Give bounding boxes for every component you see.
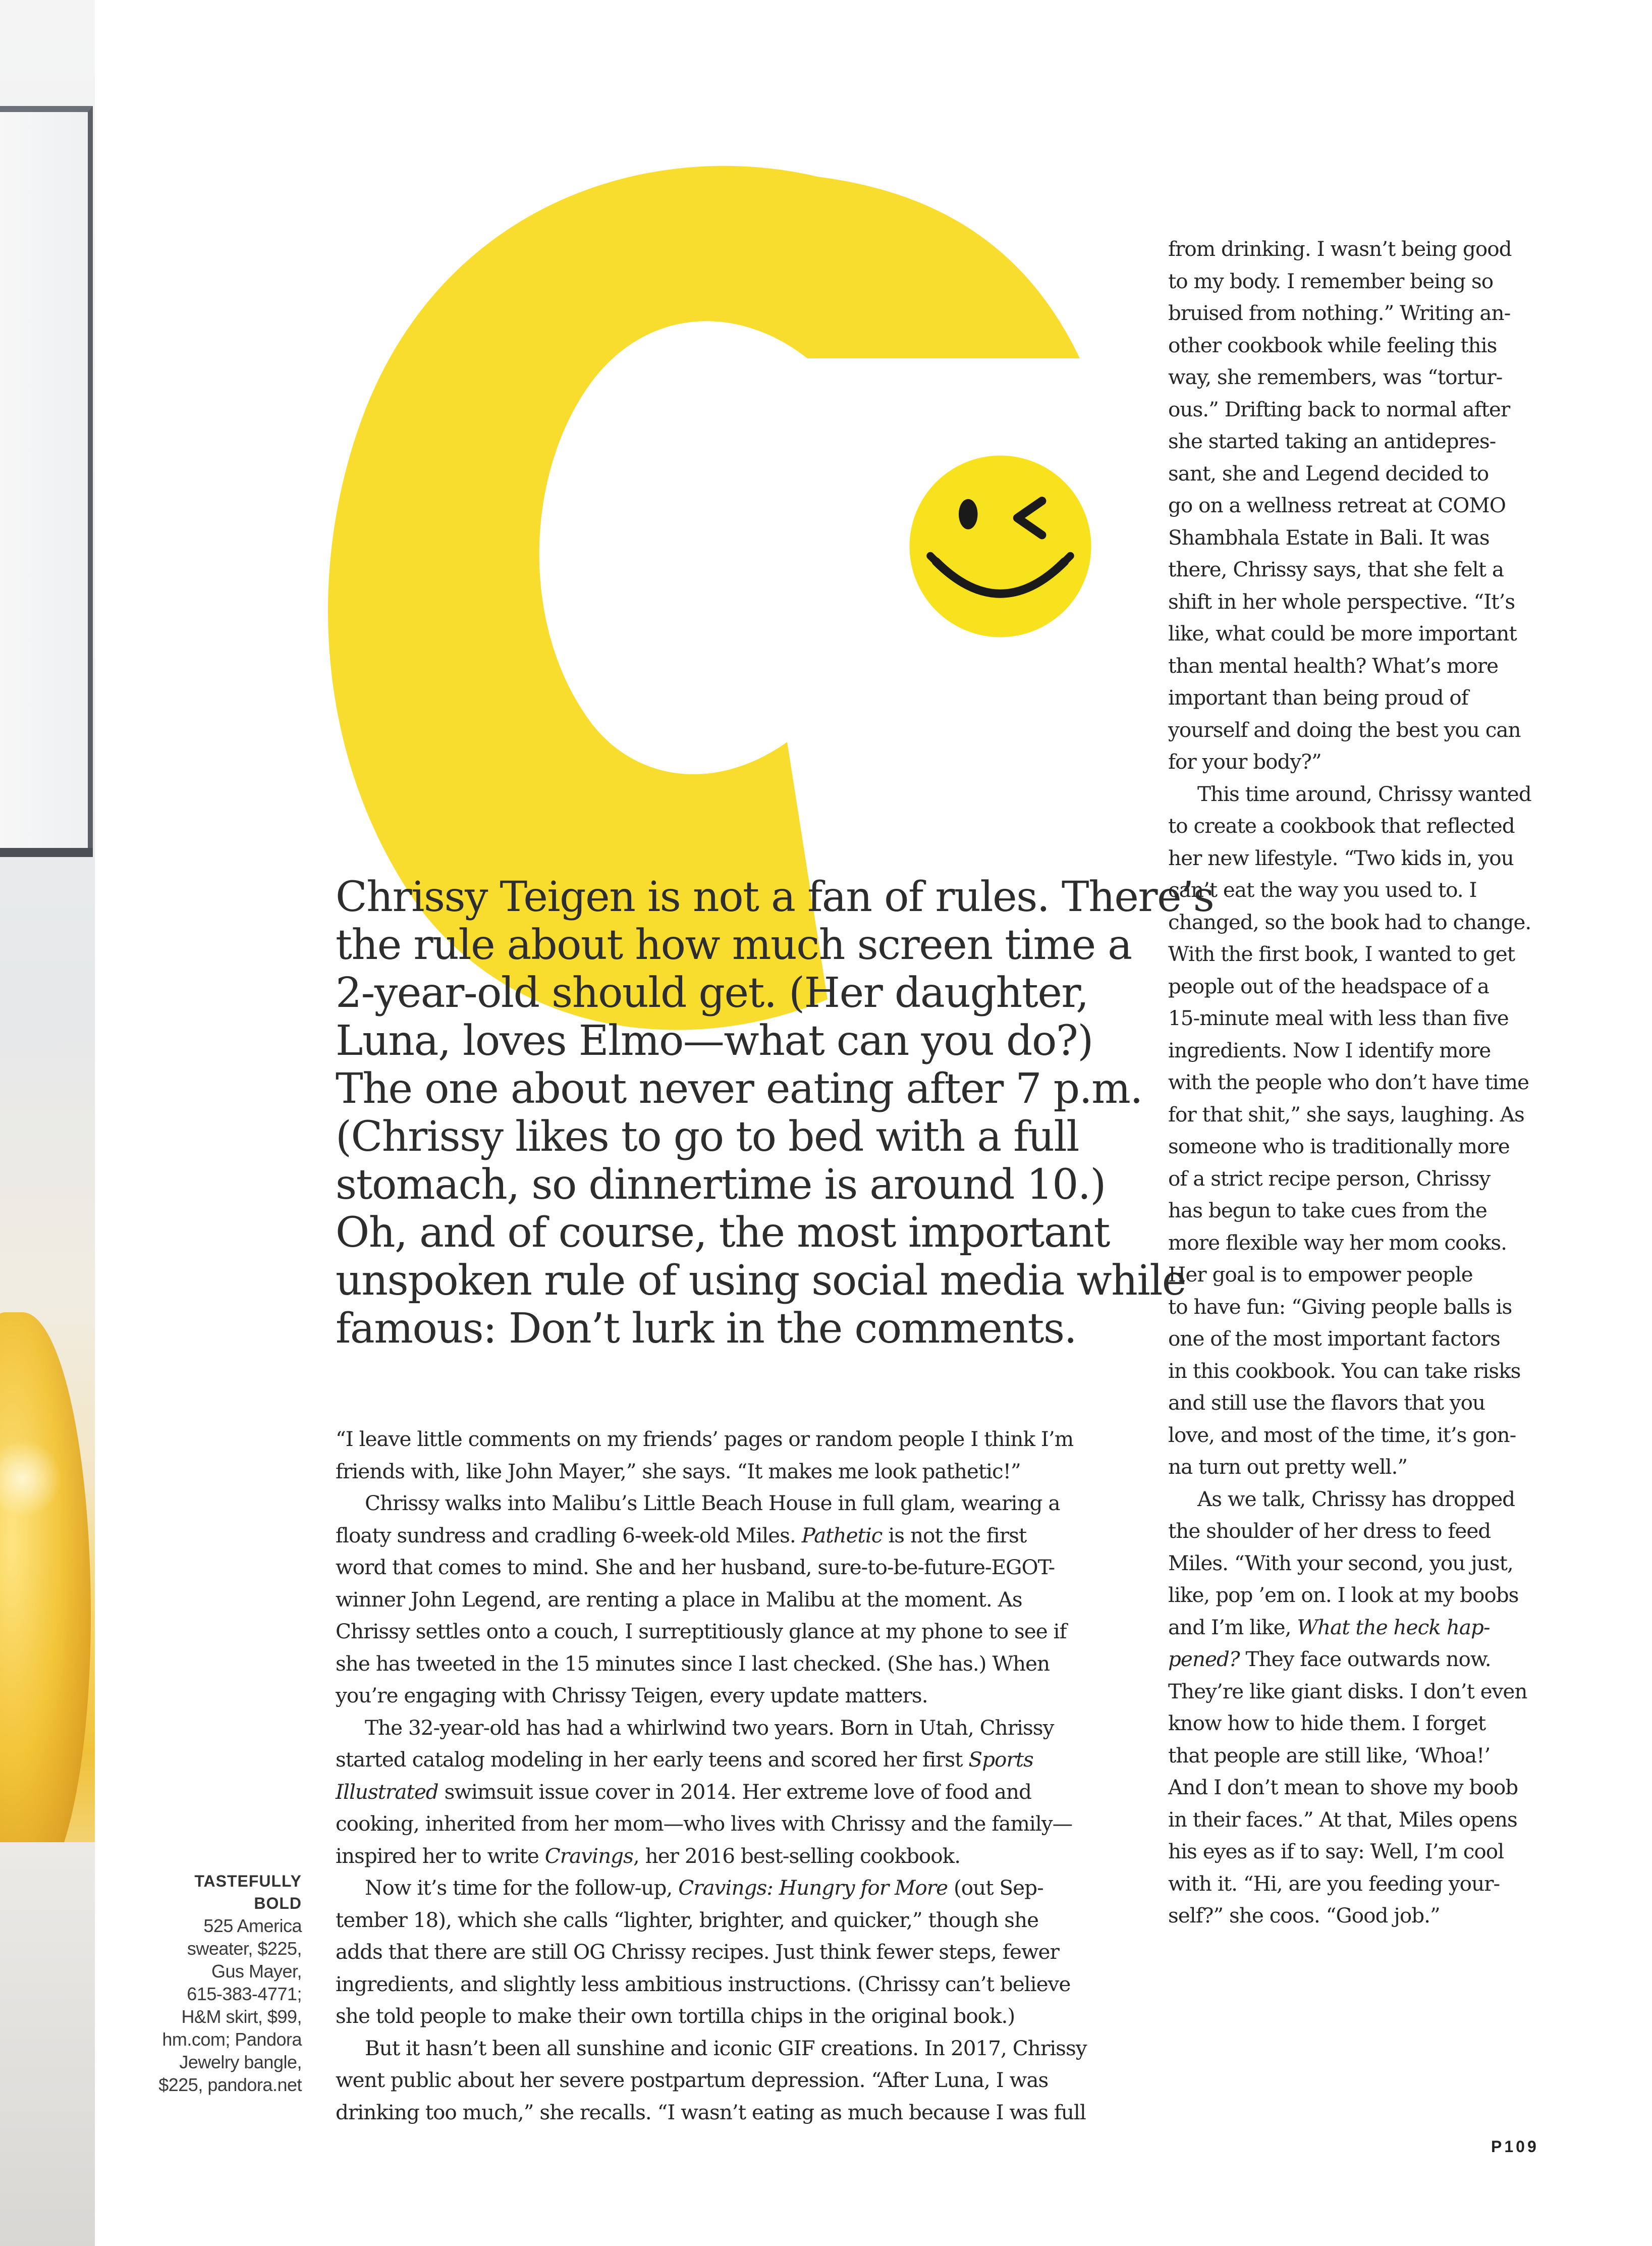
body-text: way, she remembers, was “tortur- <box>1168 365 1503 389</box>
lede-line: (Chrissy likes to go to bed with a full <box>336 1113 1079 1161</box>
body-text: she started taking an antidepres- <box>1168 429 1496 453</box>
body-line <box>336 1616 1138 1648</box>
caption-line: Gus Mayer, <box>211 1961 302 1982</box>
body-line <box>336 2000 1138 2033</box>
body-line <box>1168 297 1552 330</box>
right-body-column <box>1168 233 1552 1932</box>
body-line <box>1168 1195 1552 1227</box>
caption-title-line: TASTEFULLY <box>194 1872 302 1890</box>
body-text: go on a wellness retreat at COMO <box>1168 493 1506 517</box>
body-line <box>1168 1227 1552 1259</box>
body-text: Chrissy walks into Malibu’s Little Beach House in full glam, wearing a <box>365 1491 1060 1515</box>
body-text: yourself and doing the best you can <box>1168 717 1521 742</box>
body-line <box>1168 586 1552 618</box>
body-line <box>336 1840 1138 1873</box>
body-text: With the first book, I wanted to get <box>1168 942 1515 966</box>
body-text: sant, she and Legend decided to <box>1168 461 1489 486</box>
lede-line: Oh, and of course, the most important <box>336 1209 1110 1257</box>
body-line <box>1168 1066 1552 1099</box>
body-text: , her 2016 best-selling cookbook. <box>633 1843 961 1868</box>
body-line <box>1168 1772 1552 1804</box>
body-line <box>1168 1612 1552 1644</box>
body-line <box>1168 874 1552 906</box>
body-text: the shoulder of her dress to feed <box>1168 1519 1491 1543</box>
italic-title: What the heck hap- <box>1297 1615 1490 1639</box>
body-line <box>1168 1035 1552 1067</box>
body-line <box>1168 458 1552 490</box>
photo-frame-ledge <box>0 848 93 857</box>
caption-line: 525 America <box>203 1915 302 1936</box>
body-text: Shambhala Estate in Bali. It was <box>1168 525 1490 550</box>
body-text: with the people who don’t have time <box>1168 1070 1529 1094</box>
body-line <box>336 1904 1138 1937</box>
body-text: (out Sep- <box>948 1876 1043 1900</box>
body-line <box>1168 1707 1552 1740</box>
body-text: of a strict recipe person, Chrissy <box>1168 1166 1491 1191</box>
body-line <box>1168 1355 1552 1387</box>
body-line <box>1168 490 1552 522</box>
body-text: As we talk, Chrissy has dropped <box>1197 1486 1515 1511</box>
body-text: in this cookbook. You can take risks <box>1168 1358 1521 1383</box>
body-text: “I leave little comments on my friends’ pages or random people I think I’m <box>336 1427 1074 1451</box>
body-text: she has tweeted in the 15 minutes since I last checked. (She has.) When <box>336 1651 1050 1676</box>
italic-title: pened? <box>1168 1647 1240 1671</box>
photo-window-frame <box>0 106 93 853</box>
body-text: love, and most of the time, it’s gon- <box>1168 1422 1516 1447</box>
body-text: Chrissy settles onto a couch, I surreptitiously glance at my phone to see if <box>336 1619 1067 1643</box>
body-line <box>1168 938 1552 971</box>
photo-strip <box>0 0 95 2246</box>
body-line <box>1168 1002 1552 1035</box>
body-line <box>1168 1547 1552 1580</box>
body-text: ingredients. Now I identify more <box>1168 1038 1491 1062</box>
lede-line: The one about never eating after 7 p.m. <box>336 1065 1142 1113</box>
body-line <box>336 1968 1138 2001</box>
body-text: ous.” Drifting back to normal after <box>1168 397 1510 421</box>
body-text: Now it’s time for the follow-up, <box>365 1876 679 1900</box>
body-line <box>336 1648 1138 1680</box>
body-line <box>1168 233 1552 265</box>
body-line <box>336 1744 1138 1776</box>
body-text: for that shit,” she says, laughing. As <box>1168 1102 1524 1127</box>
body-line <box>336 1808 1138 1840</box>
body-text: winner John Legend, are renting a place in Malibu at the moment. As <box>336 1587 1022 1612</box>
body-text: and I’m like, <box>1168 1615 1297 1639</box>
lede-line: Luna, loves Elmo—what can you do?) <box>336 1017 1093 1065</box>
body-line <box>336 1487 1138 1520</box>
body-text: she told people to make their own tortilla chips in the original book.) <box>336 2004 1015 2028</box>
body-line <box>336 2033 1138 2065</box>
main-body-column <box>336 1423 1138 2128</box>
body-line <box>1168 1451 1552 1483</box>
body-text: ingredients, and slightly less ambitious instructions. (Chrissy can’t believe <box>336 1971 1071 1996</box>
body-text: someone who is traditionally more <box>1168 1134 1510 1158</box>
body-line <box>1168 1163 1552 1195</box>
body-text: This time around, Chrissy wanted <box>1197 781 1531 806</box>
body-line <box>1168 1131 1552 1163</box>
body-text: bruised from nothing.” Writing an- <box>1168 301 1511 325</box>
body-text: adds that there are still OG Chrissy recipes. Just think fewer steps, fewer <box>336 1940 1059 1964</box>
body-text: know how to hide them. I forget <box>1168 1711 1486 1735</box>
body-line <box>1168 1676 1552 1708</box>
body-line <box>1168 1836 1552 1868</box>
body-line <box>1168 971 1552 1003</box>
body-text: people out of the headspace of a <box>1168 974 1489 998</box>
body-line <box>1168 1804 1552 1836</box>
lede-line: Chrissy Teigen is not a fan of rules. There’s <box>336 873 1214 921</box>
italic-title: Cravings: Hungry for More <box>678 1876 948 1900</box>
body-line <box>336 2097 1138 2129</box>
caption-line: H&M skirt, $99, <box>181 2006 302 2027</box>
body-text: to have fun: “Giving people balls is <box>1168 1294 1512 1319</box>
body-text: important than being proud of <box>1168 685 1468 710</box>
body-text: self?” she coos. “Good job.” <box>1168 1903 1440 1928</box>
body-text: other cookbook while feeling this <box>1168 333 1497 357</box>
italic-title: Cravings <box>544 1843 633 1868</box>
caption-line: $225, pandora.net <box>158 2074 302 2095</box>
body-text: word that comes to mind. She and her husband, sure-to-be-future-EGOT- <box>336 1555 1055 1579</box>
body-line <box>1168 1419 1552 1452</box>
body-text: They face outwards now. <box>1239 1647 1491 1671</box>
photo-pasta <box>0 1312 91 1893</box>
body-line <box>1168 1900 1552 1932</box>
body-line <box>336 1552 1138 1584</box>
body-text: went public about her severe postpartum depression. “After Luna, I was <box>336 2068 1049 2092</box>
body-line <box>336 1520 1138 1552</box>
body-text: 15-minute meal with less than five <box>1168 1006 1509 1030</box>
lede-line: stomach, so dinnertime is around 10.) <box>336 1161 1106 1209</box>
body-text: has begun to take cues from the <box>1168 1198 1487 1222</box>
body-line <box>1168 650 1552 682</box>
body-line <box>1168 361 1552 394</box>
body-text: his eyes as if to say: Well, I’m cool <box>1168 1839 1504 1863</box>
body-text: with it. “Hi, are you feeding your- <box>1168 1871 1500 1896</box>
body-line <box>336 1456 1138 1488</box>
body-text: drinking too much,” she recalls. “I wasn’t eating as much because I was full <box>336 2100 1086 2124</box>
body-text: from drinking. I wasn’t being good <box>1168 237 1512 261</box>
lede-line: famous: Don’t lurk in the comments. <box>336 1305 1077 1353</box>
body-text: that people are still like, ‘Whoa!’ <box>1168 1743 1491 1768</box>
body-line <box>1168 1515 1552 1547</box>
body-text: But it hasn’t been all sunshine and iconic GIF creations. In 2017, Chrissy <box>365 2036 1087 2060</box>
body-text: changed, so the book had to change. <box>1168 910 1531 934</box>
body-line <box>1168 1099 1552 1131</box>
body-text: in their faces.” At that, Miles opens <box>1168 1807 1517 1832</box>
body-text: one of the most important factors <box>1168 1326 1500 1351</box>
page-number: P109 <box>1491 2137 1539 2156</box>
body-line <box>1168 746 1552 778</box>
photo-caption <box>150 1870 302 2096</box>
body-text: can’t eat the way you used to. I <box>1168 878 1477 902</box>
body-line <box>336 2064 1138 2097</box>
body-line <box>336 1712 1138 1744</box>
body-line <box>1168 1387 1552 1419</box>
body-text: than mental health? What’s more <box>1168 653 1499 678</box>
body-line <box>336 1936 1138 1968</box>
body-text: friends with, like John Mayer,” she says. “It makes me look pathetic!” <box>336 1459 1021 1483</box>
body-line <box>1168 1868 1552 1900</box>
body-line <box>1168 906 1552 939</box>
body-text: Miles. “With your second, you just, <box>1168 1550 1513 1575</box>
body-text: more flexible way her mom cooks. <box>1168 1230 1507 1255</box>
body-text: is not the first <box>882 1523 1027 1547</box>
body-text: shift in her whole perspective. “It’s <box>1168 589 1515 614</box>
body-line <box>1168 1291 1552 1323</box>
body-line <box>1168 330 1552 362</box>
caption-line: hm.com; Pandora <box>162 2029 302 2050</box>
body-text: They’re like giant disks. I don’t even <box>1168 1679 1527 1703</box>
body-text: swimsuit issue cover in 2014. Her extreme love of food and <box>438 1779 1031 1804</box>
body-line <box>1168 810 1552 842</box>
body-text: to create a cookbook that reflected <box>1168 814 1515 838</box>
body-text: there, Chrissy says, that she felt a <box>1168 557 1504 581</box>
caption-line: Jewelry bangle, <box>179 2052 302 2072</box>
body-text: tember 18), which she calls “lighter, brighter, and quicker,” though she <box>336 1907 1039 1932</box>
italic-title: Pathetic <box>801 1523 883 1547</box>
italic-title: Sports <box>968 1747 1033 1772</box>
lede-line: 2-year-old should get. (Her daughter, <box>336 969 1088 1017</box>
body-line <box>1168 682 1552 714</box>
body-line <box>1168 1259 1552 1291</box>
body-text: And I don’t mean to shove my boob <box>1168 1775 1518 1799</box>
body-text: and still use the flavors that you <box>1168 1391 1485 1415</box>
body-line <box>1168 842 1552 875</box>
lede-line: the rule about how much screen time a <box>336 921 1132 969</box>
body-line <box>1168 554 1552 586</box>
body-text: for your body?” <box>1168 750 1321 774</box>
body-line <box>1168 265 1552 298</box>
body-text: Her goal is to empower people <box>1168 1262 1473 1287</box>
caption-title <box>150 1870 302 1914</box>
body-line <box>336 1872 1138 1904</box>
body-line <box>1168 1740 1552 1772</box>
body-text: inspired her to write <box>336 1843 545 1868</box>
body-line <box>336 1584 1138 1616</box>
body-text: her new lifestyle. “Two kids in, you <box>1168 845 1514 870</box>
body-text: like, pop ’em on. I look at my boobs <box>1168 1583 1519 1607</box>
caption-title-line: BOLD <box>254 1894 302 1912</box>
body-line <box>1168 394 1552 426</box>
body-text: floaty sundress and cradling 6-week-old Miles. <box>336 1523 802 1547</box>
body-line <box>336 1423 1138 1456</box>
body-line <box>1168 425 1552 458</box>
body-text: cooking, inherited from her mom—who lives with Chrissy and the family— <box>336 1811 1073 1836</box>
caption-line: sweater, $225, <box>187 1938 302 1959</box>
body-line <box>1168 618 1552 650</box>
body-text: started catalog modeling in her early teens and scored her first <box>336 1747 969 1772</box>
body-line <box>1168 1579 1552 1612</box>
body-line <box>1168 1643 1552 1676</box>
body-line <box>336 1680 1138 1712</box>
body-line <box>1168 1323 1552 1355</box>
photo-countertop <box>0 1842 95 2246</box>
body-line <box>336 1776 1138 1808</box>
body-text: The 32-year-old has had a whirlwind two years. Born in Utah, Chrissy <box>365 1715 1054 1740</box>
body-line <box>1168 778 1552 811</box>
body-line <box>1168 1483 1552 1516</box>
body-text: you’re engaging with Chrissy Teigen, every update matters. <box>336 1683 928 1707</box>
body-text: to my body. I remember being so <box>1168 269 1494 293</box>
lede-line: unspoken rule of using social media while <box>336 1257 1186 1305</box>
body-line <box>1168 714 1552 746</box>
body-text: like, what could be more important <box>1168 621 1517 646</box>
winking-smiley-icon <box>906 452 1095 641</box>
body-line <box>1168 522 1552 554</box>
body-text: na turn out pretty well.” <box>1168 1455 1408 1479</box>
lede-paragraph <box>336 873 1214 1353</box>
italic-title: Illustrated <box>336 1779 438 1804</box>
caption-line: 615-383-4771; <box>187 1984 302 2004</box>
